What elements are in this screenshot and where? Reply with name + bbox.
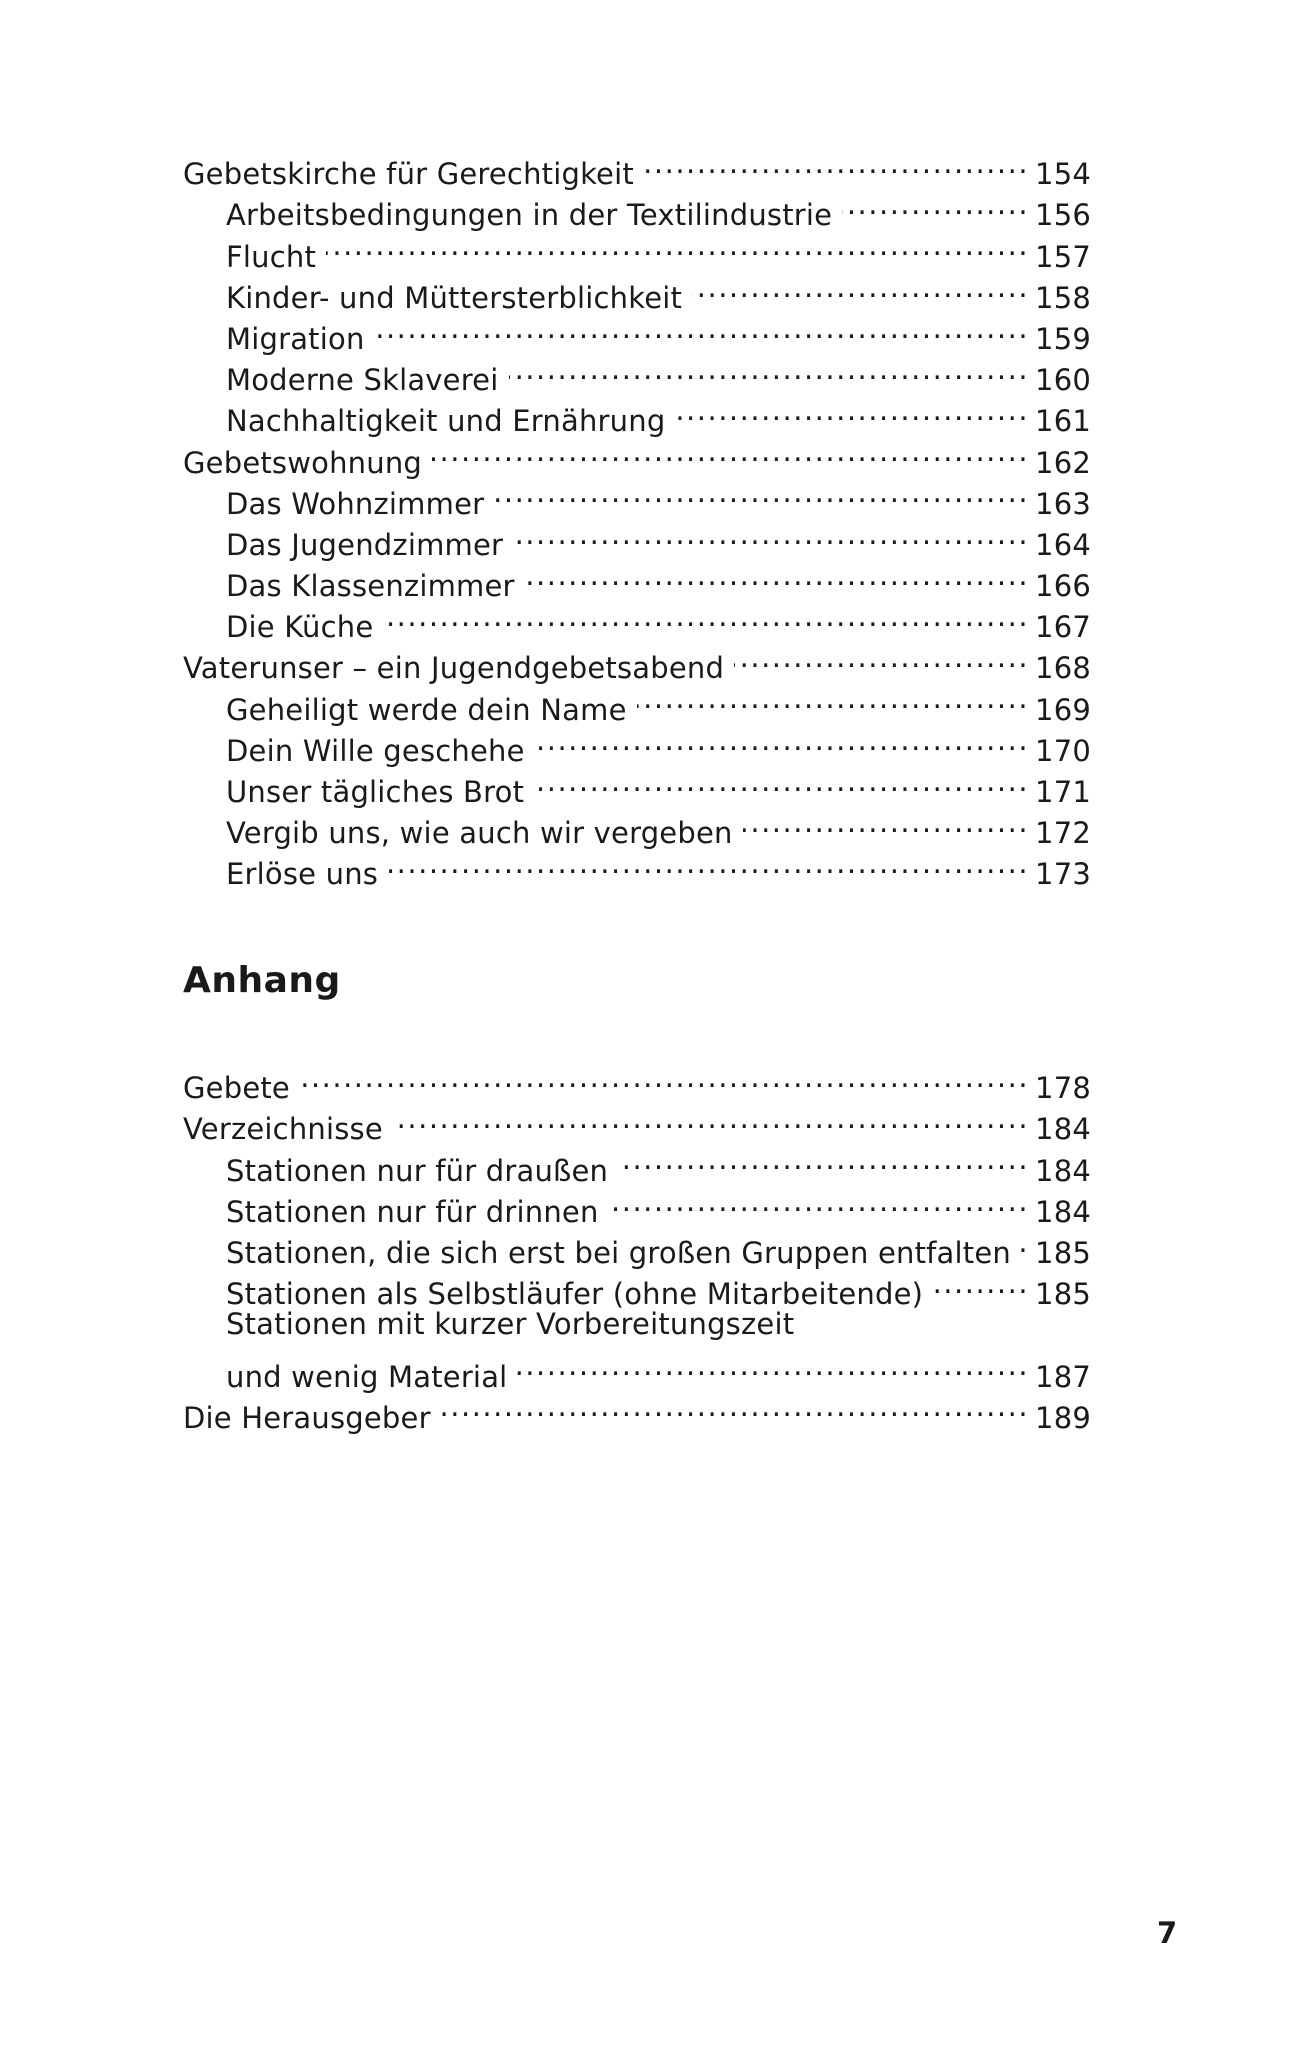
toc-entry-label: Gebetskirche für Gerechtigkeit <box>183 157 634 192</box>
dot-leader <box>842 184 1029 225</box>
toc-entry-label: Stationen als Selbstläufer (ohne Mitarbeitende) <box>226 1277 924 1312</box>
toc-entry-page: 178 <box>1035 1071 1091 1106</box>
dot-leader <box>734 637 1029 678</box>
toc-entry-label: Geheiligt werde dein Name <box>226 692 627 727</box>
toc-entry-label: Unser tägliches Brot <box>226 775 525 809</box>
toc-entry-page: 169 <box>1035 692 1091 727</box>
dot-leader <box>326 225 1029 266</box>
dot-leader <box>692 267 1029 308</box>
toc-entry-label: Verzeichnisse <box>183 1112 383 1147</box>
dot-leader <box>432 431 1029 472</box>
toc-entry-label: und wenig Material <box>226 1359 508 1394</box>
dot-leader <box>525 555 1029 596</box>
toc-entry-label: Dein Wille geschehe <box>226 733 525 768</box>
toc-entry-page: 164 <box>1035 527 1091 562</box>
toc-entry-page: 184 <box>1035 1194 1091 1229</box>
toc-entry-label: Gebetswohnung <box>183 445 423 480</box>
toc-entry-page: 184 <box>1035 1153 1091 1188</box>
toc-entry-page: 168 <box>1035 651 1091 686</box>
toc-entry-label: Flucht <box>226 239 317 274</box>
toc-entry-page: 170 <box>1035 733 1091 768</box>
toc-entry <box>183 1345 1091 1394</box>
toc-entry-label: Stationen nur für drinnen <box>226 1194 599 1229</box>
toc-entry-page: 162 <box>1035 445 1091 480</box>
toc-entry-label: Die Küche <box>226 610 374 645</box>
dot-leader <box>618 1139 1029 1180</box>
toc-entry-page: 184 <box>1035 1112 1091 1147</box>
toc-entry-page: 156 <box>1035 198 1091 233</box>
toc-entry-label: Das Wohnzimmer <box>226 486 485 521</box>
dot-leader <box>388 843 1029 884</box>
dot-leader <box>609 1181 1030 1222</box>
toc-entry-page: 187 <box>1035 1359 1091 1394</box>
dot-leader <box>375 308 1030 349</box>
toc-entry-label: Arbeitsbedingungen in der Textilindustrie <box>226 198 833 233</box>
toc-entry-page: 157 <box>1035 239 1091 274</box>
dot-leader <box>535 720 1029 761</box>
dot-leader <box>743 802 1029 843</box>
toc-entry <box>183 143 1091 192</box>
toc-entry-page: 172 <box>1035 816 1091 851</box>
dot-leader <box>933 1263 1029 1304</box>
toc-entry <box>183 1057 1091 1106</box>
dot-leader <box>637 678 1029 719</box>
toc-entry-page: 167 <box>1035 610 1091 645</box>
toc-entry-label: Vaterunser – ein Jugendgebetsabend <box>183 651 725 686</box>
toc-entry <box>183 267 1091 315</box>
toc-entry-label: Stationen mit kurzer Vorbereitungszeit <box>226 1307 795 1342</box>
toc-entry-label: Moderne Sklaverei <box>226 363 499 398</box>
page-number: 7 <box>1157 1916 1178 1950</box>
dot-leader <box>300 1057 1029 1098</box>
dot-leader <box>441 1387 1029 1428</box>
dot-leader <box>644 143 1029 184</box>
dot-leader <box>534 761 1029 802</box>
toc-entry-page: 158 <box>1035 280 1091 315</box>
toc-entry-page: 185 <box>1035 1235 1091 1270</box>
dot-leader <box>513 514 1029 555</box>
dot-leader <box>517 1345 1029 1386</box>
toc-entry-label: Das Klassenzimmer <box>226 569 515 604</box>
toc-entry-label: Gebete <box>183 1071 290 1106</box>
toc-entry-label: Nachhaltigkeit und Ernährung <box>226 404 666 439</box>
toc-entry-page: 160 <box>1035 363 1091 398</box>
toc-entry-label: Stationen, die sich erst bei großen Gruppen entfalten <box>226 1235 1011 1270</box>
toc-entry-label: Das Jugendzimmer <box>226 527 504 562</box>
toc-entry-label: Stationen nur für draußen <box>226 1153 609 1188</box>
appendix-heading: Anhang <box>183 960 341 1001</box>
toc-entry-page: 159 <box>1035 321 1091 356</box>
toc-entry <box>183 1304 1091 1345</box>
toc-entry-label: Migration <box>226 321 365 356</box>
toc-entry-label: Kinder- und Müttersterblichkeit <box>226 280 683 315</box>
dot-leader <box>1021 1222 1029 1263</box>
toc-entry-page: 163 <box>1035 486 1091 521</box>
toc-entry-page: 173 <box>1035 857 1091 892</box>
toc-list-main <box>183 143 1091 892</box>
dot-leader <box>494 473 1029 514</box>
toc-entry <box>183 1098 1091 1147</box>
dot-leader <box>675 390 1029 431</box>
toc-entry-label: Die Herausgeber <box>183 1400 431 1435</box>
toc-entry-page: 161 <box>1035 404 1091 439</box>
dot-leader <box>383 596 1029 637</box>
toc-entry-page: 166 <box>1035 569 1091 604</box>
toc-list-appendix <box>183 1057 1091 1435</box>
toc-entry-page: 154 <box>1035 157 1091 192</box>
toc-entry-label: Vergib uns, wie auch wir vergeben <box>226 816 733 851</box>
toc-entry-label: Erlöse uns <box>226 857 379 892</box>
dot-leader <box>509 349 1030 390</box>
toc-entry-page: 189 <box>1035 1400 1091 1435</box>
toc-entry-page: 185 <box>1035 1277 1091 1312</box>
dot-leader <box>393 1098 1029 1139</box>
toc-entry-page: 171 <box>1035 775 1091 809</box>
